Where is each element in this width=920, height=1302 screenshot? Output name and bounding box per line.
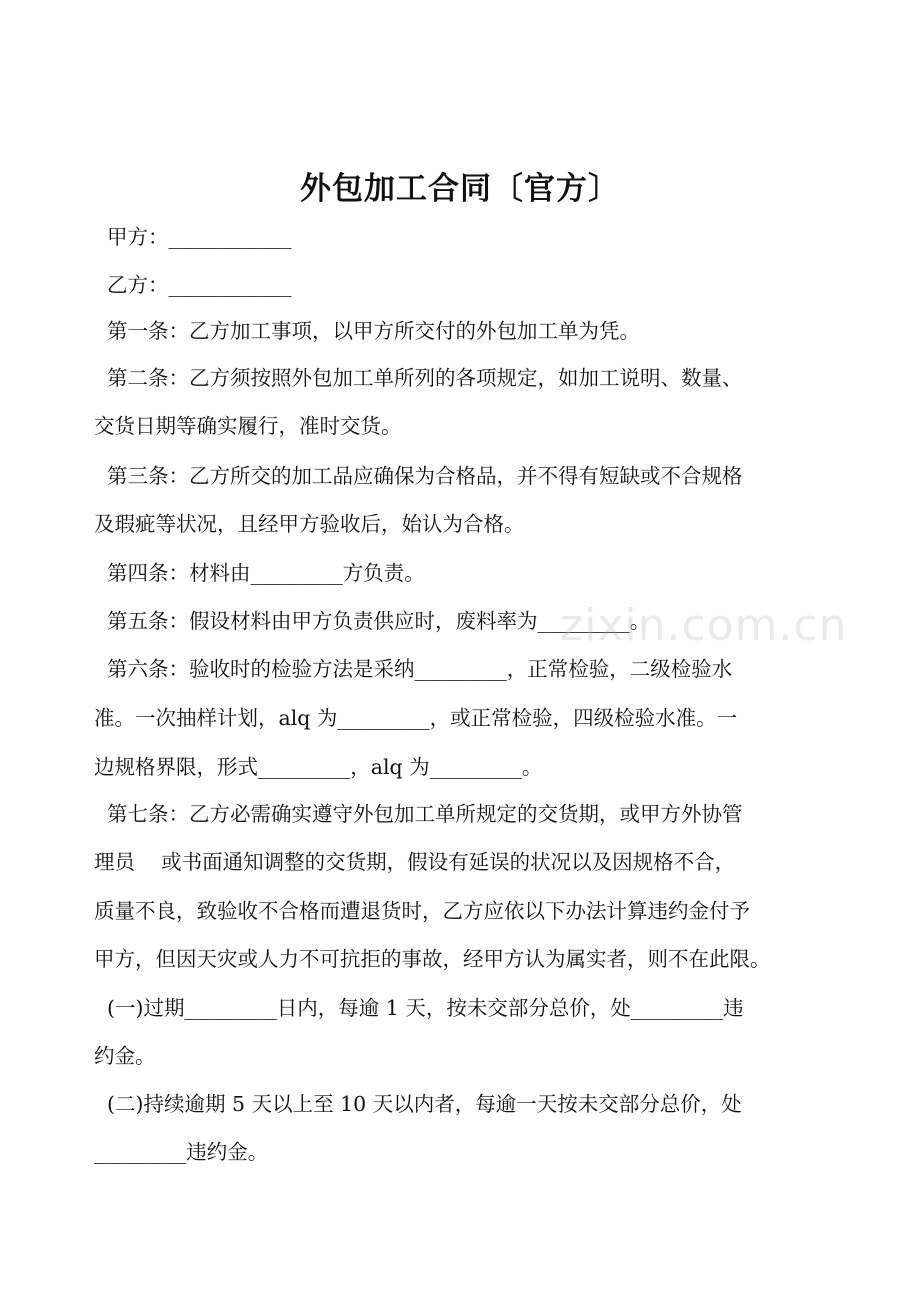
clause-4-line: 第四条：材料由_________方负责。: [94, 561, 425, 585]
party-b-line: 乙方：____________: [94, 273, 292, 297]
clause-7-line-2: 理员 或书面通知调整的交货期，假设有延误的状况以及因规格不合，: [94, 850, 736, 874]
clause-1-line: 第一条：乙方加工事项，以甲方所交付的外包加工单为凭。: [94, 319, 641, 343]
clause-6-line-1: 第六条：验收时的检验方法是采纳_________，正常检验，二级检验水: [94, 657, 733, 681]
clause-5-line: 第五条：假设材料由甲方负责供应时，废料率为_________。: [94, 609, 651, 633]
clause-2-line-1: 第二条：乙方须按照外包加工单所列的各项规定，如加工说明、数量、: [94, 366, 743, 390]
clause-6-line-3: 边规格界限，形式_________，alq 为_________。: [94, 755, 543, 779]
clause-7-item-2-line-2: _________违约金。: [94, 1140, 269, 1164]
watermark: zixin.com.cn: [560, 600, 848, 651]
clause-3-line-2: 及瑕疵等状况，且经甲方验收后，始认为合格。: [94, 512, 525, 536]
clause-7-line-3: 质量不良，致验收不合格而遭退货时，乙方应依以下办法计算违约金付予: [94, 899, 750, 923]
clause-3-line-1: 第三条：乙方所交的加工品应确保为合格品，并不得有短缺或不合规格: [94, 464, 743, 488]
clause-7-item-2-line-1: (二)持续逾期 5 天以上至 10 天以内者，每逾一天按未交部分总价，处: [94, 1092, 742, 1116]
document-title: 外包加工合同〔官方〕: [300, 171, 620, 207]
clause-7-item-1-line-1: (一)过期_________日内，每逾 1 天，按未交部分总价，处_________违: [94, 996, 744, 1020]
clause-2-line-2: 交货日期等确实履行，准时交货。: [94, 414, 402, 438]
party-a-line: 甲方：____________: [94, 225, 292, 249]
clause-7-line-1: 第七条：乙方必需确实遵守外包加工单所规定的交货期，或甲方外协管: [94, 802, 743, 826]
clause-7-item-1-line-2: 约金。: [94, 1044, 156, 1068]
clause-6-line-2: 准。一次抽样计划，alq 为_________，或正常检验，四级检验水准。一: [94, 706, 738, 730]
clause-7-line-4: 甲方，但因天灾或人力不可抗拒的事故，经甲方认为属实者，则不在此限。: [94, 947, 771, 971]
